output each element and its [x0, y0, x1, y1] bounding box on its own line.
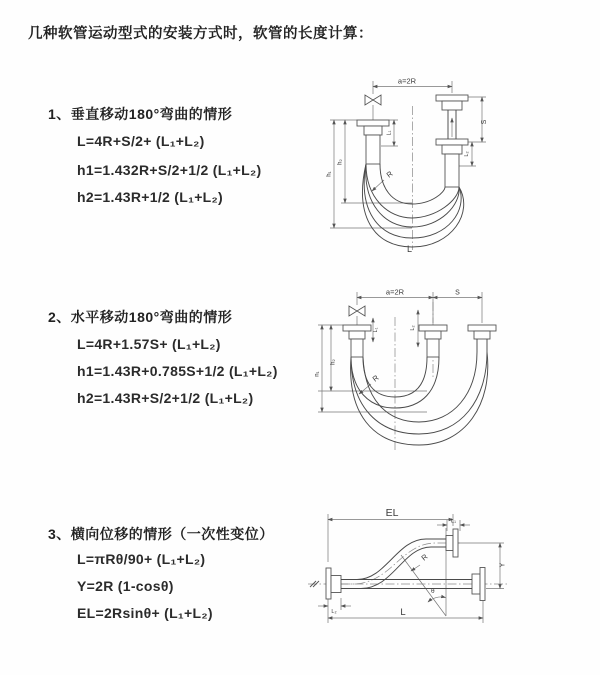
- braid-section: [445, 154, 459, 187]
- dim-label-h1: h₁: [315, 371, 321, 377]
- dim-label-l2: L₂: [464, 151, 470, 157]
- braid-section: [366, 135, 380, 164]
- braid-section: [427, 339, 439, 357]
- section-2-heading: 2、水平移动180°弯曲的情形: [48, 309, 233, 325]
- centerline: [395, 302, 433, 450]
- angle-label: θ: [431, 588, 435, 595]
- dim-label-l2: L₂: [331, 609, 337, 615]
- dim-label-h2: h₂: [330, 359, 337, 365]
- length-label: L: [407, 244, 413, 254]
- formula-line: h2=1.43R+S/2+1/2 (L₁+L₂): [77, 390, 254, 406]
- formula-line: Y=2R (1-cosθ): [77, 578, 174, 594]
- page-title: 几种软管运动型式的安装方式时，软管的长度计算：: [28, 26, 373, 42]
- dimension-lines: [330, 81, 486, 228]
- hose-curves: [351, 352, 488, 445]
- pipe-fittings: [310, 529, 485, 601]
- diagram-vertical-180-bend: [310, 70, 580, 260]
- pipe-fittings: [343, 306, 496, 357]
- radius-label: R: [419, 552, 430, 563]
- dimension-lines: [318, 289, 482, 412]
- dim-label-l1: L₁: [373, 327, 379, 333]
- radius-label: R: [384, 169, 395, 180]
- formula-line: h1=1.432R+S/2+1/2 (L₁+L₂): [77, 162, 262, 178]
- formula-line: EL=2Rsinθ+ (L₁+L₂): [77, 605, 213, 621]
- braid-section: [351, 339, 363, 357]
- dim-label-l1: L₁: [451, 518, 456, 525]
- dim-label-l1: L₁: [386, 130, 393, 136]
- dim-label-h2: h₂: [337, 159, 344, 165]
- formula-line: L=4R+S/2+ (L₁+L₂): [77, 133, 205, 149]
- diagram-lateral-displacement: [300, 498, 600, 650]
- dim-label-l2: L₂: [410, 325, 416, 331]
- length-label: L: [400, 607, 406, 618]
- formula-line: h2=1.43R+1/2 (L₁+L₂): [77, 189, 224, 205]
- valve-icon: [349, 306, 365, 316]
- section-1-heading: 1、垂直移动180°弯曲的情形: [48, 106, 233, 122]
- radius-label: R: [370, 373, 381, 384]
- diagram-horizontal-180-bend: [315, 282, 590, 477]
- formula-line: L=πRθ/90+ (L₁+L₂): [77, 551, 206, 567]
- dimension-lines: [318, 514, 504, 623]
- valve-icon: [365, 95, 381, 105]
- dim-label-h1: h₁: [326, 171, 333, 177]
- formula-line: h1=1.43R+0.785S+1/2 (L₁+L₂): [77, 363, 278, 379]
- dim-label-s: S: [481, 119, 488, 125]
- dim-label-s: S: [455, 289, 460, 297]
- dim-label-y: Y: [499, 562, 507, 568]
- section-3-heading: 3、横向位移的情形（一次性变位）: [48, 526, 274, 542]
- dim-label-width: a=2R: [397, 76, 417, 86]
- dim-label-el: EL: [385, 507, 399, 519]
- dim-label-width: a=2R: [385, 287, 405, 297]
- formula-line: L=4R+1.57S+ (L₁+L₂): [77, 336, 221, 352]
